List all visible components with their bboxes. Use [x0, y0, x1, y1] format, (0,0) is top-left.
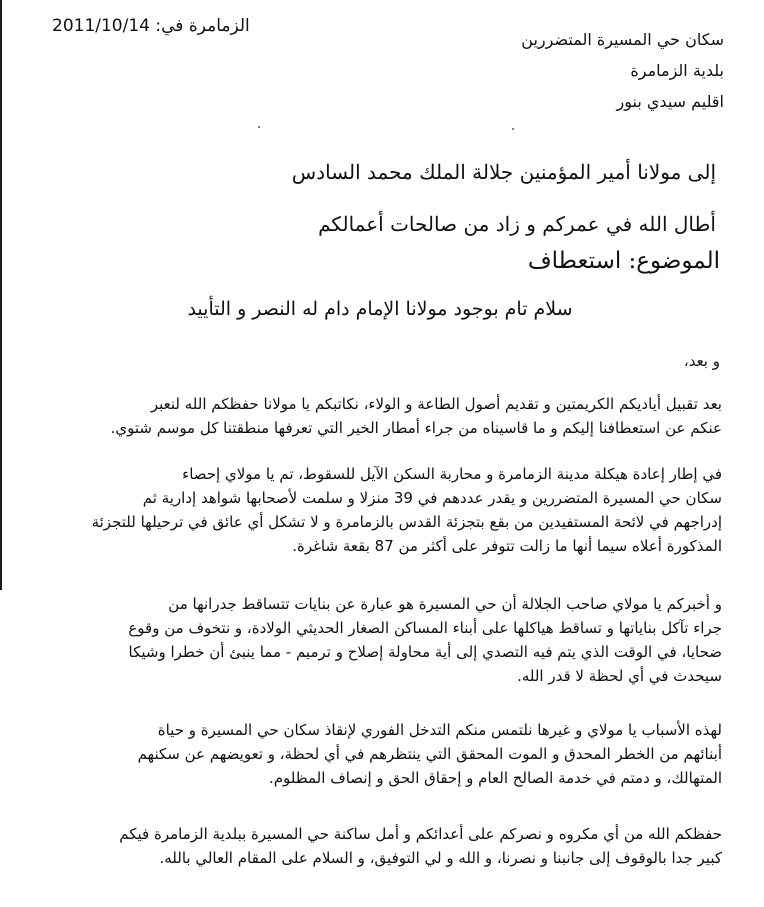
sender-line: سكان حي المسيرة المتضررين [521, 30, 724, 49]
paragraph-line: في إطار إعادة هيكلة مدينة الزمامرة و محاربة السكن الآيل للسقوط، تم يا مولاي إحصاء [182, 465, 722, 483]
paragraph-line: ضحايا، في الوقت الذي يتم فيه التصدي إلى أية محاولة إصلاح و ترميم - مما ينبئ أن خطرا وشيكا [128, 643, 722, 661]
scan-speck [258, 126, 260, 128]
scan-edge-line [0, 0, 2, 590]
paragraph-line: المذكورة أعلاه سيما أنها ما زالت تتوفر على أكثر من 87 بقعة شاغرة. [292, 537, 722, 555]
sender-line: بلدية الزمامرة [630, 61, 724, 80]
sender-block [464, 24, 724, 117]
letter-greeting: سلام تام بوجود مولانا الإمام دام له النصر و التأييد [187, 298, 573, 320]
paragraph-line: بعد تقبيل أياديكم الكريمتين و تقديم أصول الطاعة و الولاء، نكاتبكم يا مولانا حفظكم الله لنعبر [150, 395, 722, 413]
scan-speck [512, 128, 514, 130]
body-paragraph [32, 718, 722, 790]
paragraph-line: لهذه الأسباب يا مولاي و غيرها نلتمس منكم التدخل الفوري لإنقاذ سكان حي المسيرة و حياة [157, 721, 722, 739]
addressee-block [56, 146, 716, 250]
paragraph-line: كبير جدا بالوقوف إلى جانبنا و نصرنا، و الله و لي التوفيق، و السلام على المقام العالي بالله. [159, 849, 722, 867]
addressee-line: إلى مولانا أمير المؤمنين جلالة الملك محمد السادس [291, 160, 716, 184]
letter-subject: الموضوع: استعطاف [527, 248, 720, 274]
body-paragraph [32, 462, 722, 558]
sender-line: اقليم سيدي بنور [616, 92, 724, 111]
paragraph-line: سيحدث في أي لحظة لا قدر الله. [517, 667, 722, 685]
paragraph-line: حفظكم الله من أي مكروه و نصركم على أعدائكم و أمل ساكنة حي المسيرة ببلدية الزمامرة فيكم [119, 825, 722, 843]
paragraph-line: و أخبركم يا مولاي صاحب الجلالة أن حي المسيرة هو عبارة عن بنايات تتساقط جدرانها من [168, 595, 722, 613]
body-paragraph [32, 592, 722, 688]
body-paragraph [32, 822, 722, 870]
letter-date: الزمامرة في: 2011/10/14 [52, 16, 250, 36]
paragraph-line: عنكم عن استعطافنا إليكم و ما قاسيناه من جراء أمطار الخير التي تعرفها منطقتنا كل موسم شتوي. [110, 419, 722, 437]
paragraph-line: إدراجهم في لائحة المستفيدين من بقع بتجزئة القدس بالزمامرة و لا تشكل أي عائق في ترحيلها للتجزئة [91, 513, 722, 531]
paragraph-line: جراء تآكل بناياتها و تساقط هياكلها على أبناء المساكن الصغار الحديثي الولادة، و نتخوف من وقوع [128, 619, 722, 637]
paragraph-line: سكان حي المسيرة المتضررين و يقدر عددهم في 39 منزلا و سلمت لأصحابها شواهد إدارية ثم [142, 489, 722, 507]
addressee-line: أطال الله في عمركم و زاد من صالحات أعمالكم [318, 212, 716, 236]
letter-opening: و بعد، [683, 352, 720, 370]
paragraph-line: المتهالك، و دمتم في خدمة الصالح العام و إحقاق الحق و إنصاف المظلوم. [268, 769, 722, 787]
paragraph-line: أبنائهم من الخطر المحدق و الموت المحقق التي ينتظرهم في أي لحظة، و تعويضهم عن سكنهم [137, 745, 722, 763]
body-paragraph [32, 392, 722, 440]
